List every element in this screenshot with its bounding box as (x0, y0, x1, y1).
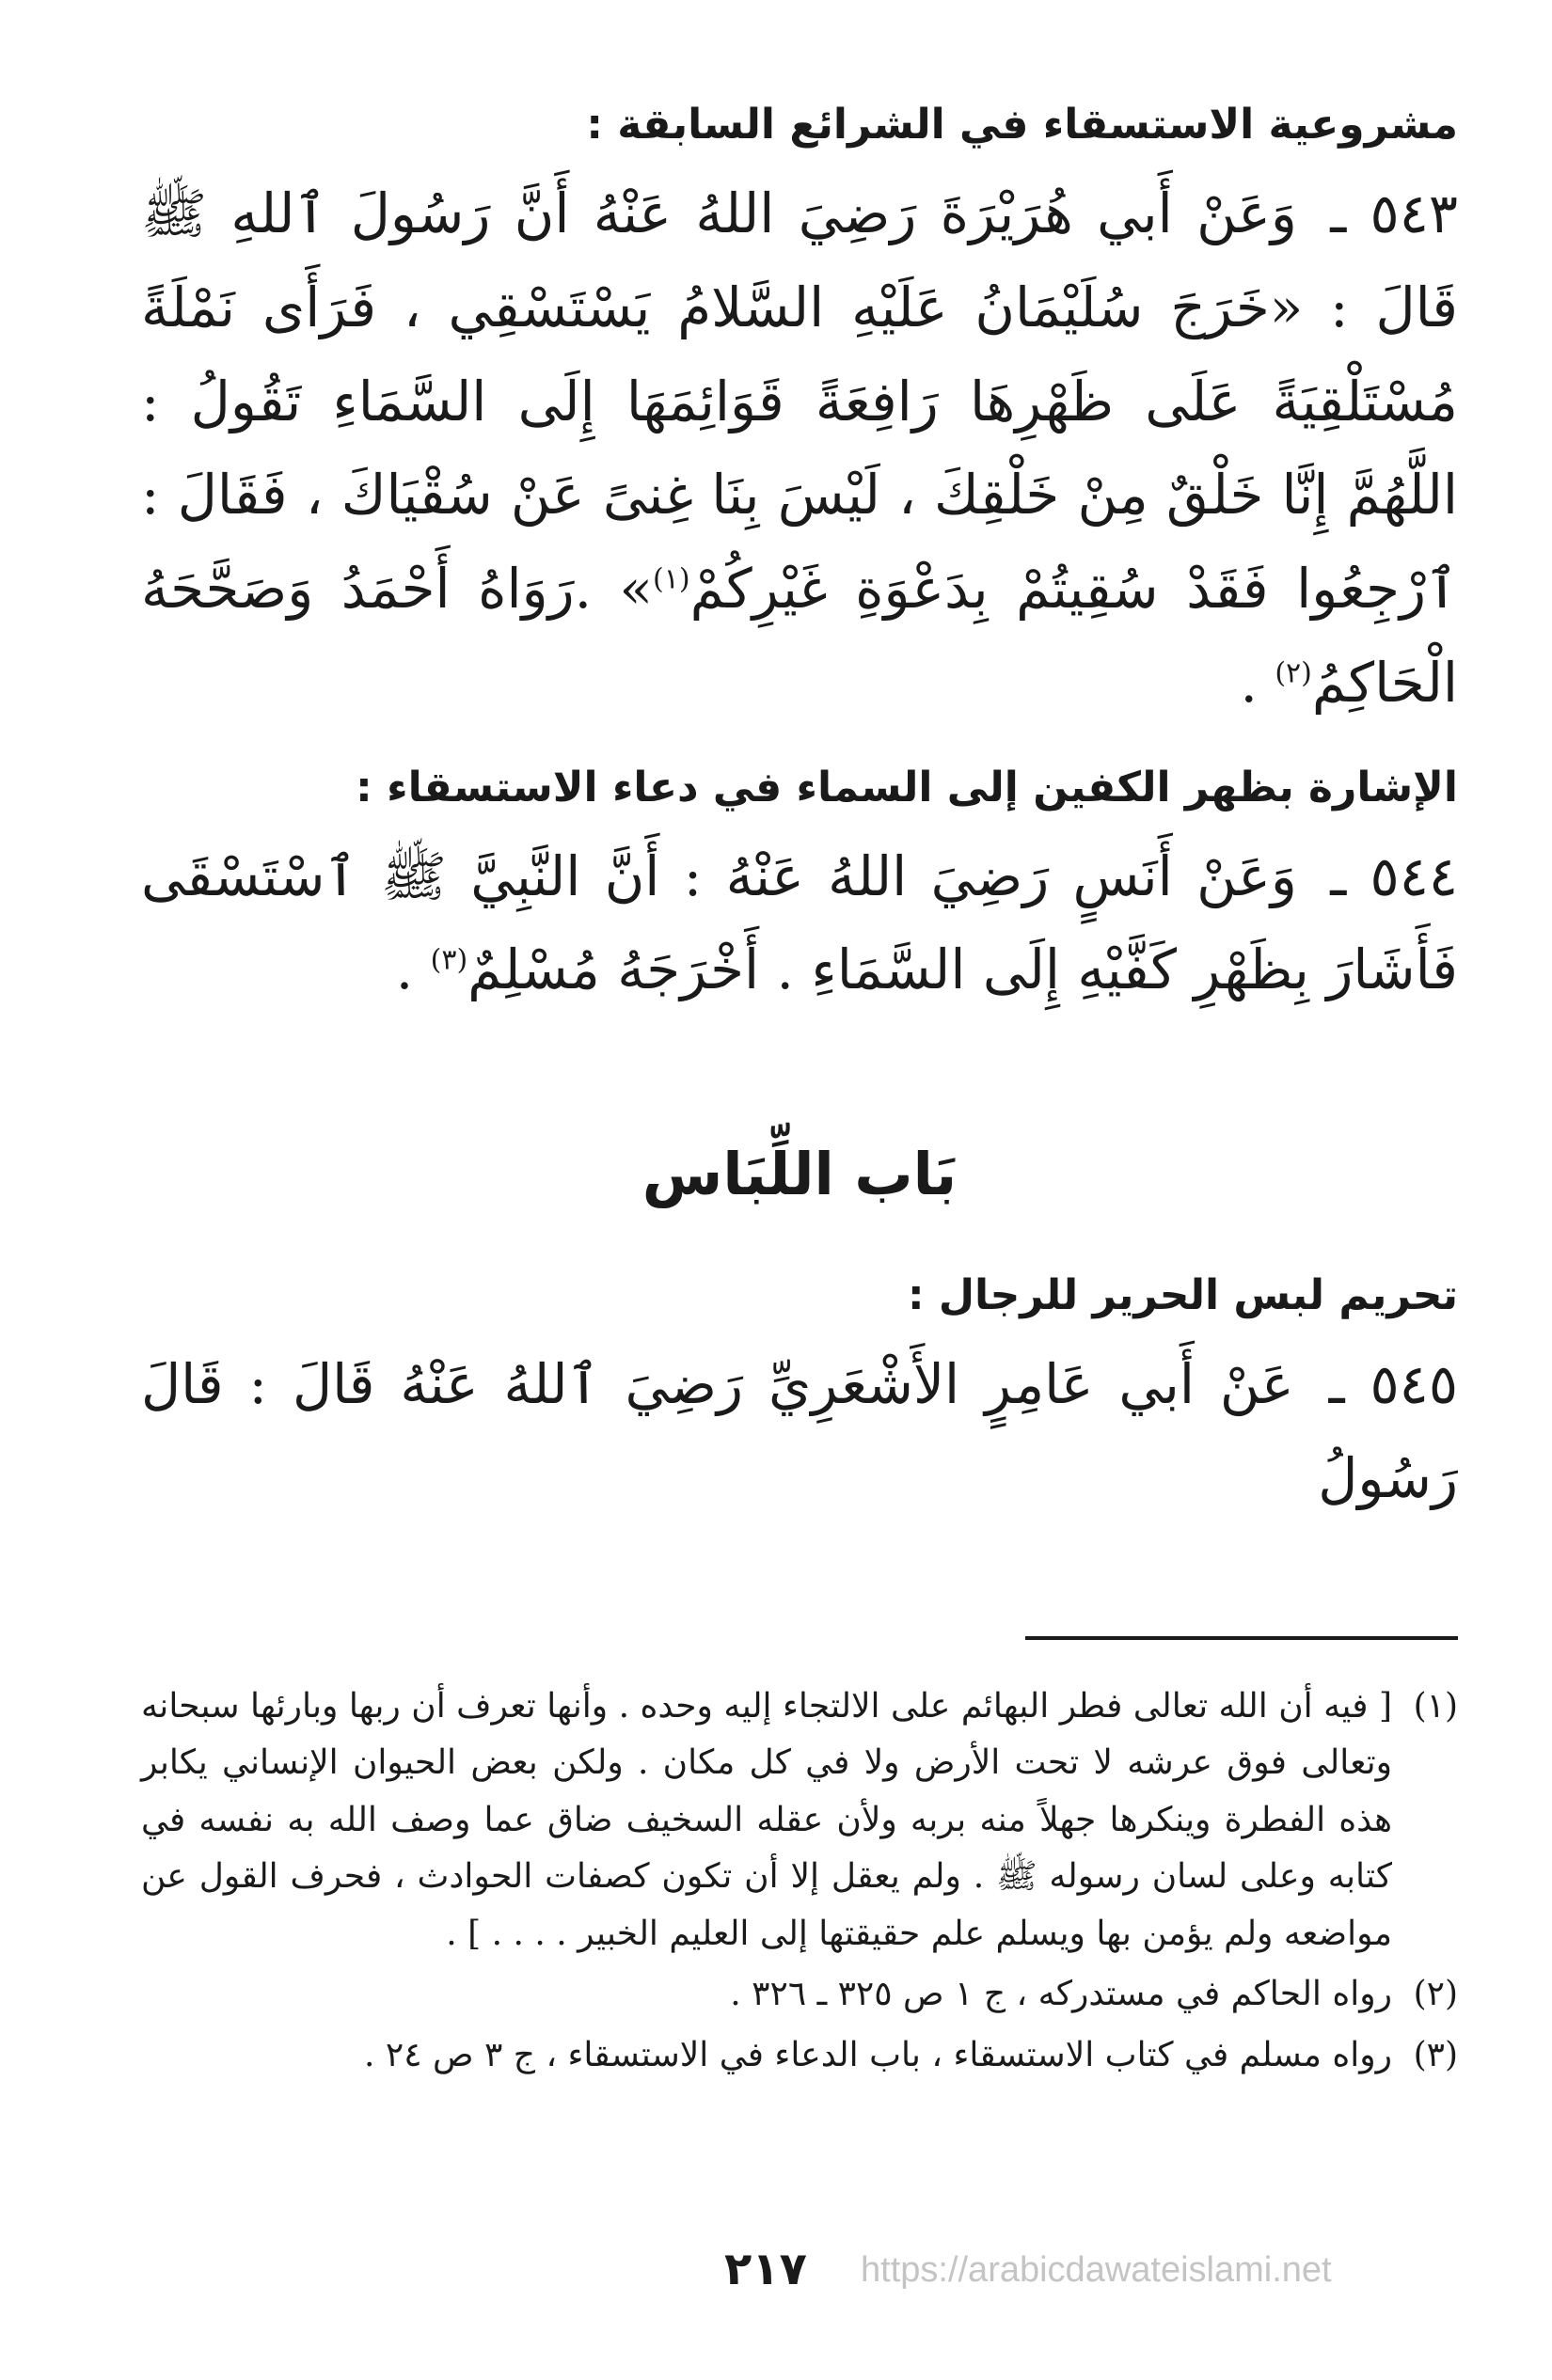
hadith-text: » .رَوَاهُ أَحْمَدُ وَصَحَّحَهُ الْحَاكِمُ (141, 557, 1458, 715)
hadith-text: وَعَنْ أَنَسٍ رَضِيَ اللهُ عَنْهُ : أَنَّ النَّبِيَّ ﷺ ٱسْتَسْقَى فَأَشَارَ بِظَهْرِ كَفَّيْهِ إِلَى السَّمَاءِ . أَخْرَجَهُ مُسْلِمٌ (141, 843, 1458, 1002)
hadith-543 (141, 167, 1458, 731)
hadith-number: ٥٤٥ ـ (1328, 1352, 1458, 1416)
section-heading-istisqa-previous-laws: مشروعية الاستسقاء في الشرائع السابقة : (586, 101, 1458, 149)
footnote-number: (٢) (1413, 1975, 1458, 2014)
footnote-1 (141, 1679, 1458, 1962)
footnote-text: رواه مسلم في كتاب الاستسقاء ، باب الدعاء في الاستسقاء ، ج ٣ ص ٢٤ . (363, 2035, 1392, 2074)
section-heading-raising-hands: الإشارة بظهر الكفين إلى السماء في دعاء الاستسقاء : (356, 763, 1458, 812)
footnote-number: (١) (1413, 1687, 1458, 1726)
hadith-number: ٥٤٣ ـ (1330, 181, 1459, 245)
footnote-3 (141, 2027, 1458, 2084)
footnote-2 (141, 1966, 1458, 2023)
hadith-text: . (1240, 650, 1275, 715)
page-footer (0, 2243, 1552, 2318)
footnotes (141, 1679, 1458, 2088)
footnote-divider (1025, 1636, 1458, 1640)
watermark-url: https://arabicdawateislami.net (861, 2250, 1332, 2290)
hadith-text: وَعَنْ أَبي هُرَيْرَةَ رَضِيَ اللهُ عَنْهُ أَنَّ رَسُولَ ٱللهِ ﷺ قَالَ : «خَرَجَ سُلَيْمَانُ عَلَيْهِ السَّلامُ يَسْتَسْقِي ، فَرَأَى نَمْلَةً مُسْتَلْقِيَةً عَلَى ظَهْرِهَا رَافِعَةً قَوَائِمَهَا إِلَى السَّمَاءِ تَقُولُ : اللَّهُمَّ إِنَّا خَلْقٌ مِنْ خَلْقِكَ ، لَيْسَ بِنَا غِنىً عَنْ سُقْيَاكَ ، فَقَالَ : ٱرْجِعُوا فَقَدْ سُقِيتُمْ بِدَعْوَةِ غَيْرِكُمْ (141, 181, 1458, 621)
footnote-ref[interactable]: (٢) (1275, 656, 1312, 690)
hadith-text: . (395, 938, 431, 1002)
page-number: ٢١٧ (724, 2243, 807, 2295)
hadith-545 (141, 1338, 1458, 1526)
footnote-ref[interactable]: (١) (653, 562, 690, 596)
footnote-text: [ فيه أن الله تعالى فطر البهائم على الالتجاء إليه وحده . وأنها تعرف أن ربها وبارئها سبحانه وتعالى فوق عرشه لا تحت الأرض ولا في كل مكان . ولكن بعض الحيوان الإنساني يكابر هذه الفطرة وينكرها جهلاً منه بربه ولأن عقله السخيف ضاق عما وصف الله به نفسه في كتابه وعلى لسان رسوله ﷺ . ولم يعقل إلا أن تكون كصفات الحوادث ، فحرف القول عن مواضعه ولم يؤمن بها ويسلم علم حقيقتها إلى العليم الخبير . . . . ] . (141, 1687, 1392, 1953)
chapter-title: بَاب اللِّبَاس (641, 1140, 958, 1208)
hadith-544 (141, 830, 1458, 1018)
hadith-text: عَنْ أَبي عَامِرٍ الأَشْعَرِيِّ رَضِيَ ٱللهُ عَنْهُ قَالَ : قَالَ رَسُولُ (141, 1352, 1458, 1510)
footnote-number: (٣) (1413, 2035, 1458, 2074)
section-heading-silk-prohibition: تحريم لبس الحرير للرجال : (907, 1271, 1458, 1319)
hadith-number: ٥٤٤ ـ (1330, 843, 1459, 908)
book-page (141, 94, 1459, 2074)
footnote-ref[interactable]: (٣) (430, 943, 468, 977)
footnote-text: رواه الحاكم في مستدركه ، ج ١ ص ٣٢٥ ـ ٣٢٦ . (730, 1975, 1392, 2014)
